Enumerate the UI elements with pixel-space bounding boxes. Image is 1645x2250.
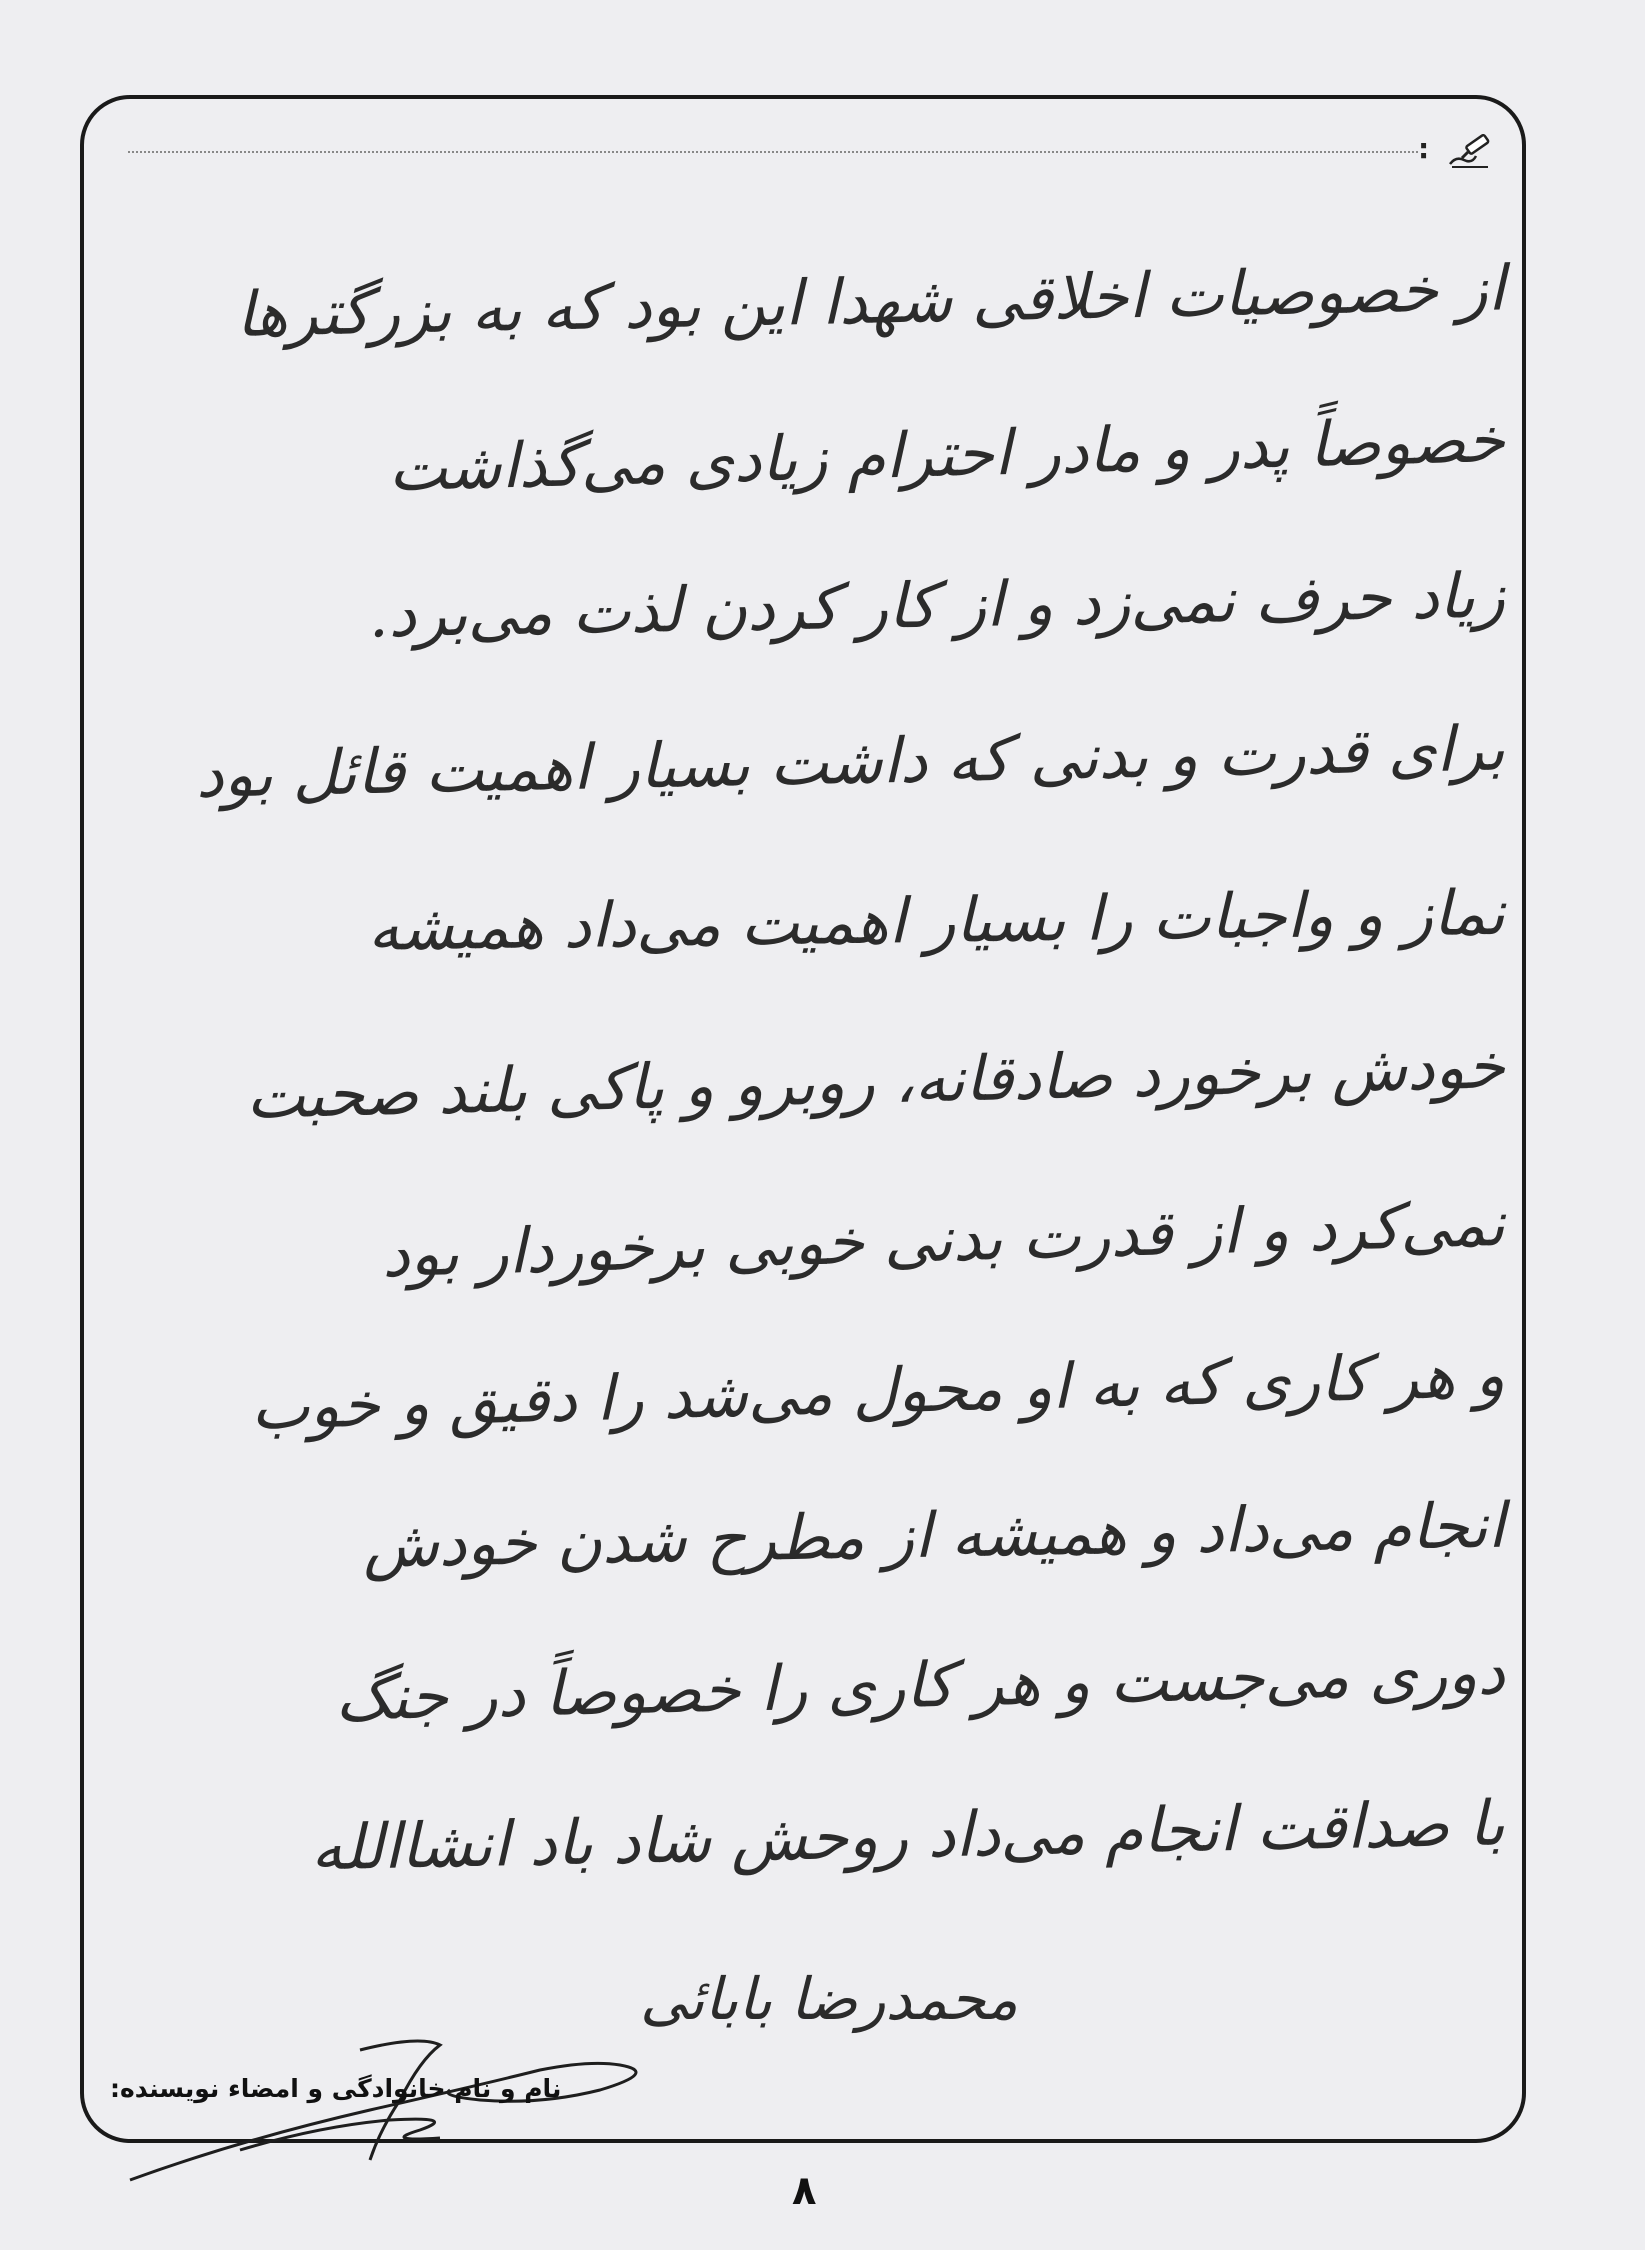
handwritten-line: نمی‌کرد و از قدرت بدنی خوبی برخوردار بود <box>381 1186 1506 1292</box>
pen-writing-icon <box>1446 134 1492 170</box>
signature-scribble <box>120 2030 720 2190</box>
handwritten-line: زیاد حرف نمی‌زد و از کار کردن لذت می‌برد. <box>368 558 1506 652</box>
handwritten-line: انجام می‌داد و همیشه از مطرح شدن خودش <box>362 1488 1506 1582</box>
handwritten-line: و هر کاری که به او محول می‌شد را دقیق و خوب <box>250 1337 1506 1444</box>
page-number: ۸ <box>792 2168 817 2214</box>
handwritten-line: نماز و واجبات را بسیار اهمیت می‌داد همیشه <box>367 875 1506 965</box>
handwritten-line: با صداقت انجام می‌داد روحش شاد باد انشاالله <box>310 1786 1506 1885</box>
handwritten-line: خصوصاً پدر و مادر احترام زیادی می‌گذاشت <box>387 402 1506 506</box>
handwritten-line: از خصوصیات اخلاقی شهدا این بود که به بزرگترها <box>235 251 1506 351</box>
handwritten-line: دوری می‌جست و هر کاری را خصوصاً در جنگ <box>334 1635 1506 1735</box>
handwritten-line: خودش برخورد صادقانه، روبرو و پاکی بلند صحبت <box>245 1029 1506 1133</box>
header-dotted-line <box>128 151 1418 153</box>
header-colon: : <box>1418 132 1430 165</box>
writer-name: محمدرضا بابائی <box>640 1965 1018 2033</box>
writer-signature-label: نام و نام خانوادگی و امضاء نویسنده: <box>110 2074 562 2103</box>
handwritten-line: برای قدرت و بدنی که داشت بسیار اهمیت قائل بود <box>195 711 1506 812</box>
